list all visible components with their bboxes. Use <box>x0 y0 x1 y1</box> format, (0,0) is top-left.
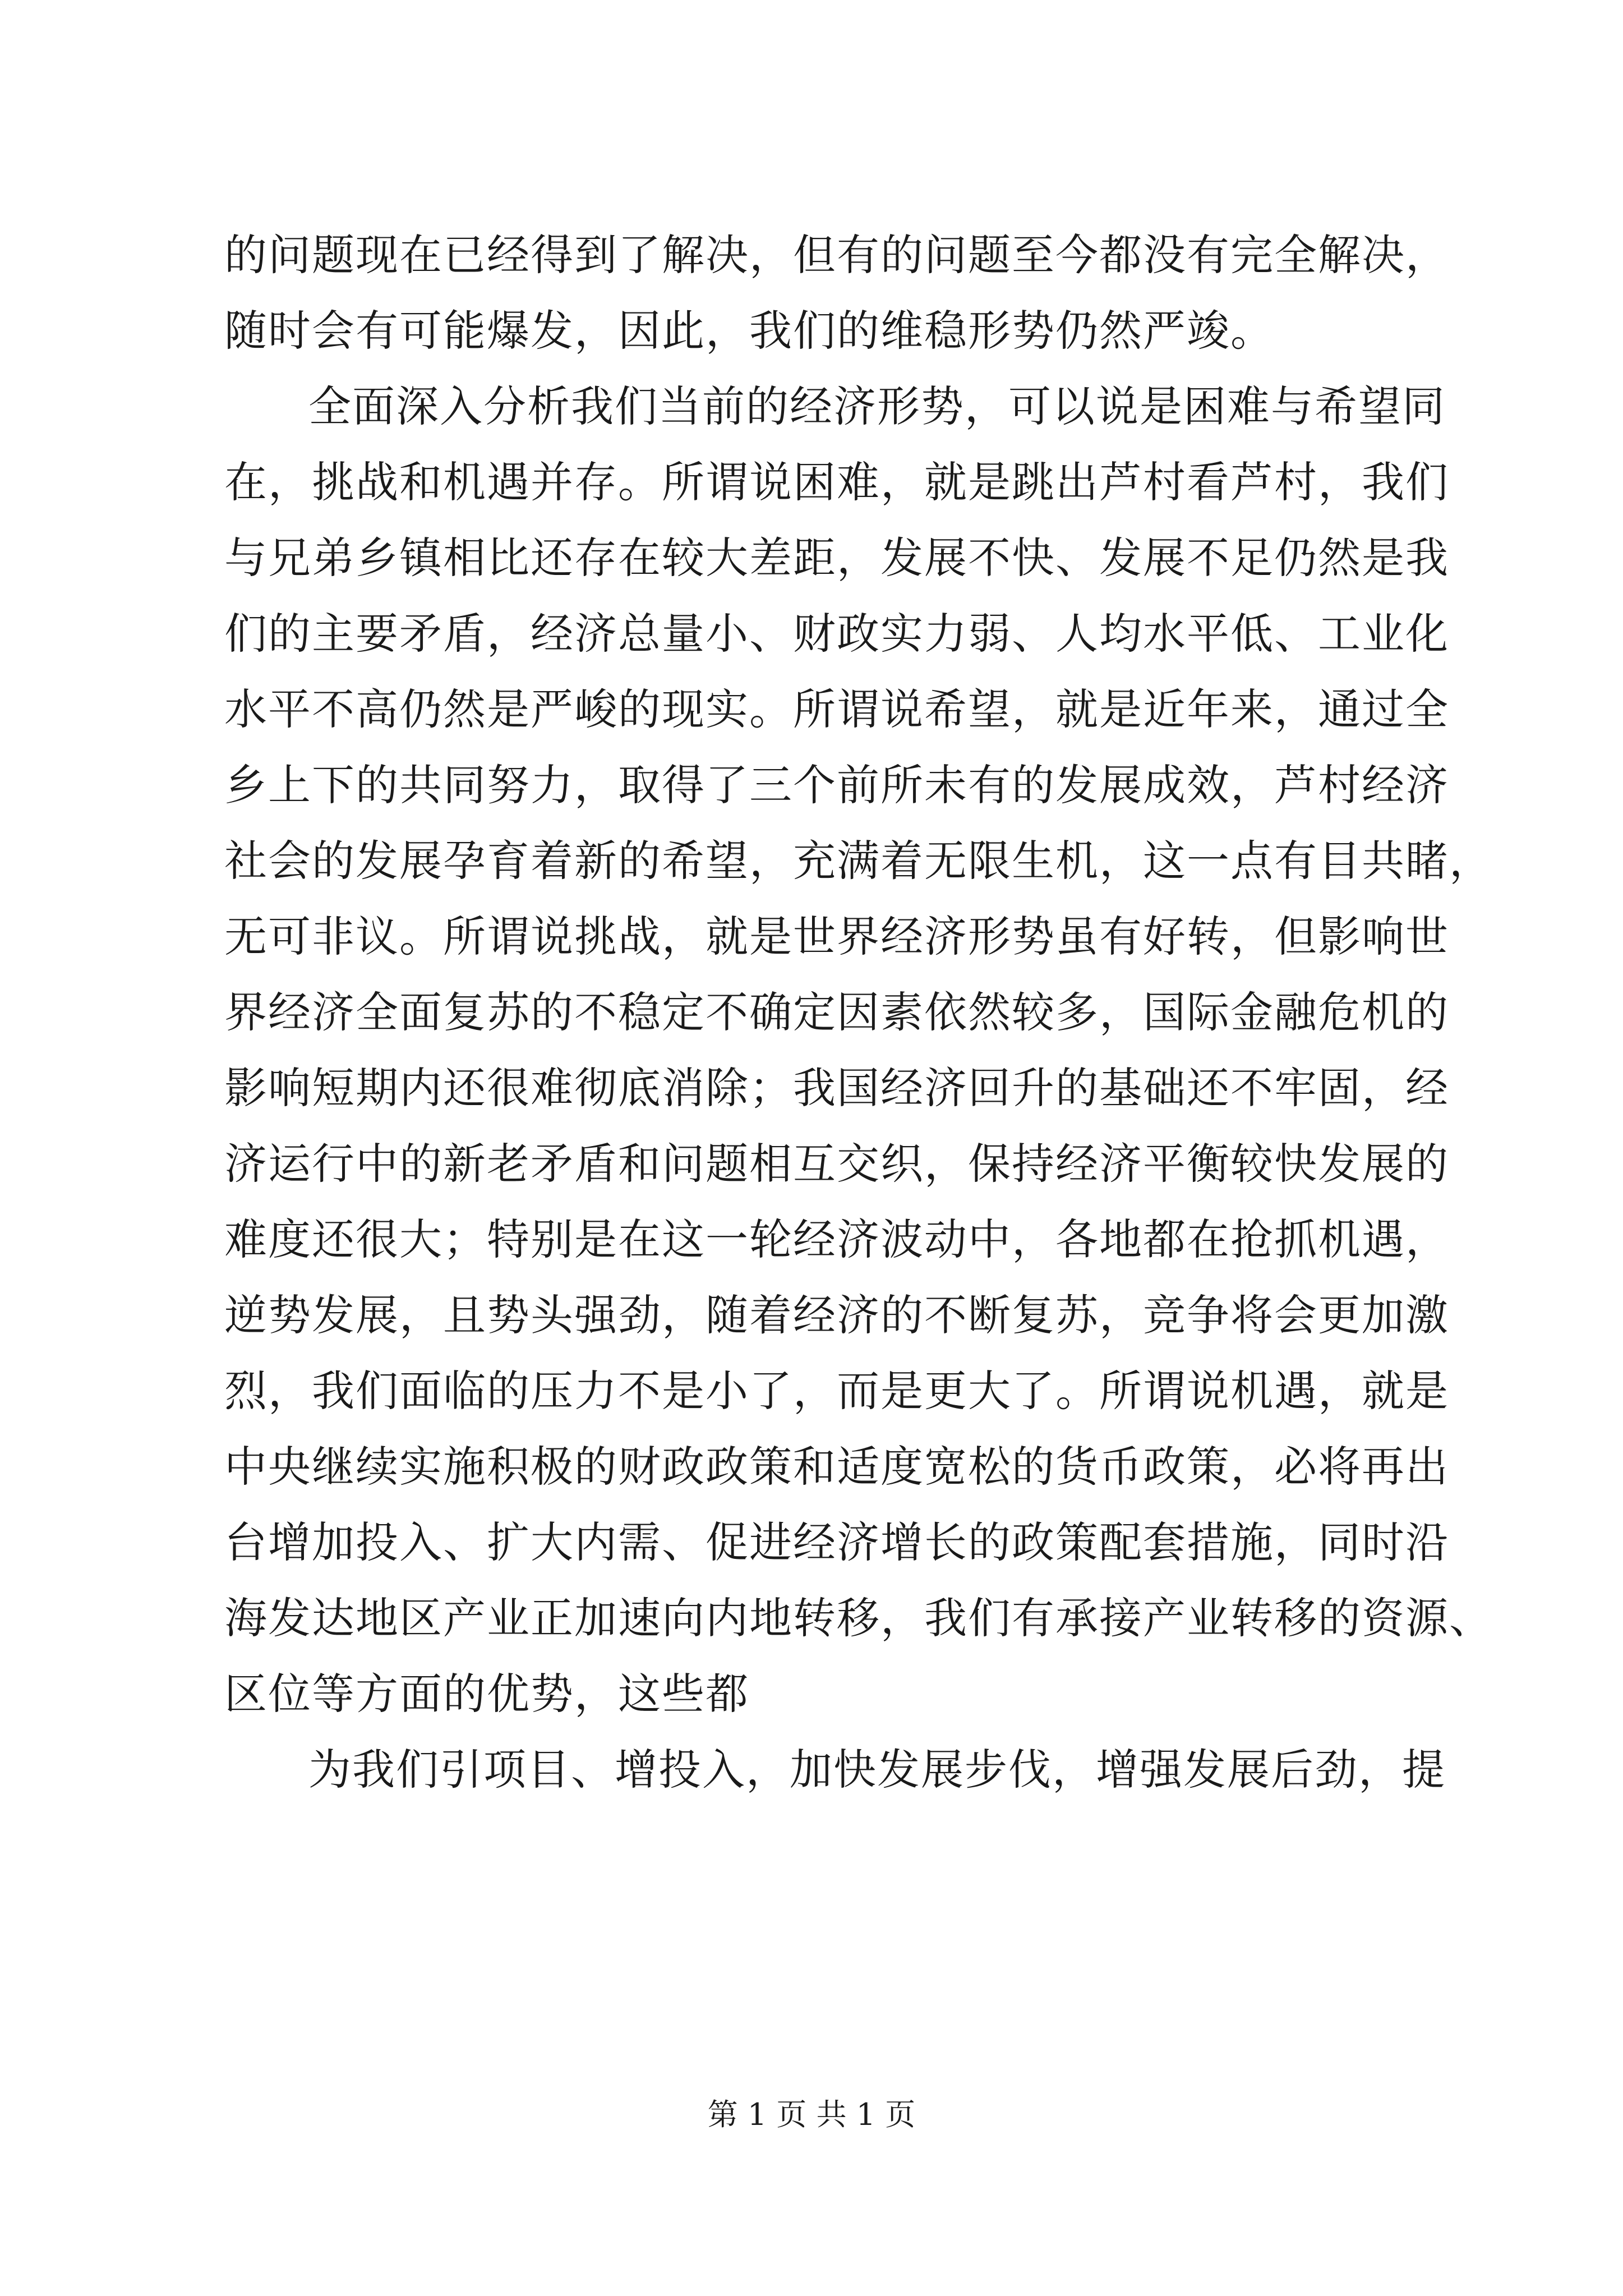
text-line: 与兄弟乡镇相比还存在较大差距，发展不快、发展不足仍然是我 <box>224 533 1449 583</box>
text-line: 影响短期内还很难彻底消除；我国经济回升的基础还不牢固，经 <box>224 1063 1449 1113</box>
text-line: 台增加投入、扩大内需、促进经济增长的政策配套措施，同时沿 <box>224 1517 1449 1567</box>
text-line: 界经济全面复苏的不稳定不确定因素依然较多，国际金融危机的 <box>224 987 1449 1037</box>
text-line: 济运行中的新老矛盾和问题相互交织，保持经济平衡较快发展的 <box>224 1139 1449 1189</box>
text-line: 烈，我们面临的压力不是小了，而是更大了。所谓说机遇，就是 <box>224 1366 1449 1416</box>
text-line: 的问题现在已经得到了解决，但有的问题至今都没有完全解决， <box>224 230 1449 280</box>
paragraph-first-line: 为我们引项目、增投入，加快发展步伐，增强发展后劲，提 <box>308 1745 1446 1795</box>
text-line: 水平不高仍然是严峻的现实。所谓说希望，就是近年来，通过全 <box>224 684 1449 734</box>
text-line: 海发达地区产业正加速向内地转移，我们有承接产业转移的资源、 <box>224 1593 1493 1643</box>
text-line: 逆势发展，且势头强劲，随着经济的不断复苏，竞争将会更加激 <box>224 1290 1449 1340</box>
paragraph-first-line: 全面深入分析我们当前的经济形势，可以说是困难与希望同 <box>308 381 1446 431</box>
text-line: 社会的发展孕育着新的希望，充满着无限生机，这一点有目共睹， <box>224 836 1493 886</box>
page-number-footer: 第 1 页 共 1 页 <box>707 2097 916 2132</box>
text-line: 随时会有可能爆发，因此，我们的维稳形势仍然严竣。 <box>224 306 1274 356</box>
text-line: 无可非议。所谓说挑战，就是世界经济形势虽有好转，但影响世 <box>224 912 1449 961</box>
text-line: 中央继续实施积极的财政政策和适度宽松的货币政策，必将再出 <box>224 1442 1449 1492</box>
text-line: 区位等方面的优势，这些都 <box>224 1669 749 1719</box>
text-line: 难度还很大；特别是在这一轮经济波动中，各地都在抢抓机遇， <box>224 1214 1449 1264</box>
text-line: 在，挑战和机遇并存。所谓说困难，就是跳出芦村看芦村，我们 <box>224 457 1449 507</box>
text-line: 乡上下的共同努力，取得了三个前所未有的发展成效，芦村经济 <box>224 760 1449 810</box>
text-line: 们的主要矛盾，经济总量小、财政实力弱、人均水平低、工业化 <box>224 609 1449 659</box>
